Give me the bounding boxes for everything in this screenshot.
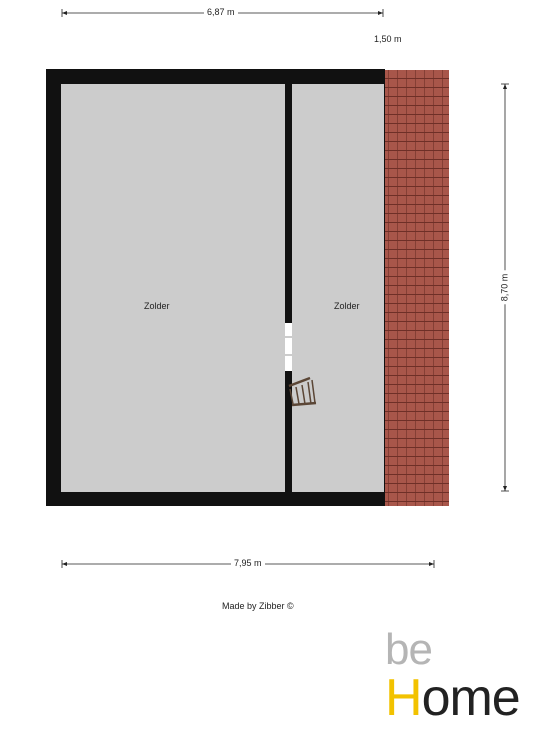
room-label-left: Zolder	[144, 301, 170, 311]
roof-tiles	[384, 70, 449, 506]
credit-text: Made by Zibber ©	[222, 601, 294, 611]
floor-right	[292, 84, 384, 492]
dimension-label-top: 6,87 m	[204, 7, 238, 18]
logo-home-rest: ome	[421, 669, 520, 727]
door-opening	[285, 323, 292, 371]
logo-home	[385, 669, 520, 727]
logo-be: be	[385, 625, 432, 674]
dimension-label-height: 8,70 m	[499, 271, 510, 305]
floor-left	[61, 84, 285, 492]
dimension-label-bottom: 7,95 m	[231, 558, 265, 569]
logo-home-h: H	[385, 669, 422, 727]
dimension-label-roof: 1,50 m	[371, 34, 405, 45]
room-label-right: Zolder	[334, 301, 360, 311]
